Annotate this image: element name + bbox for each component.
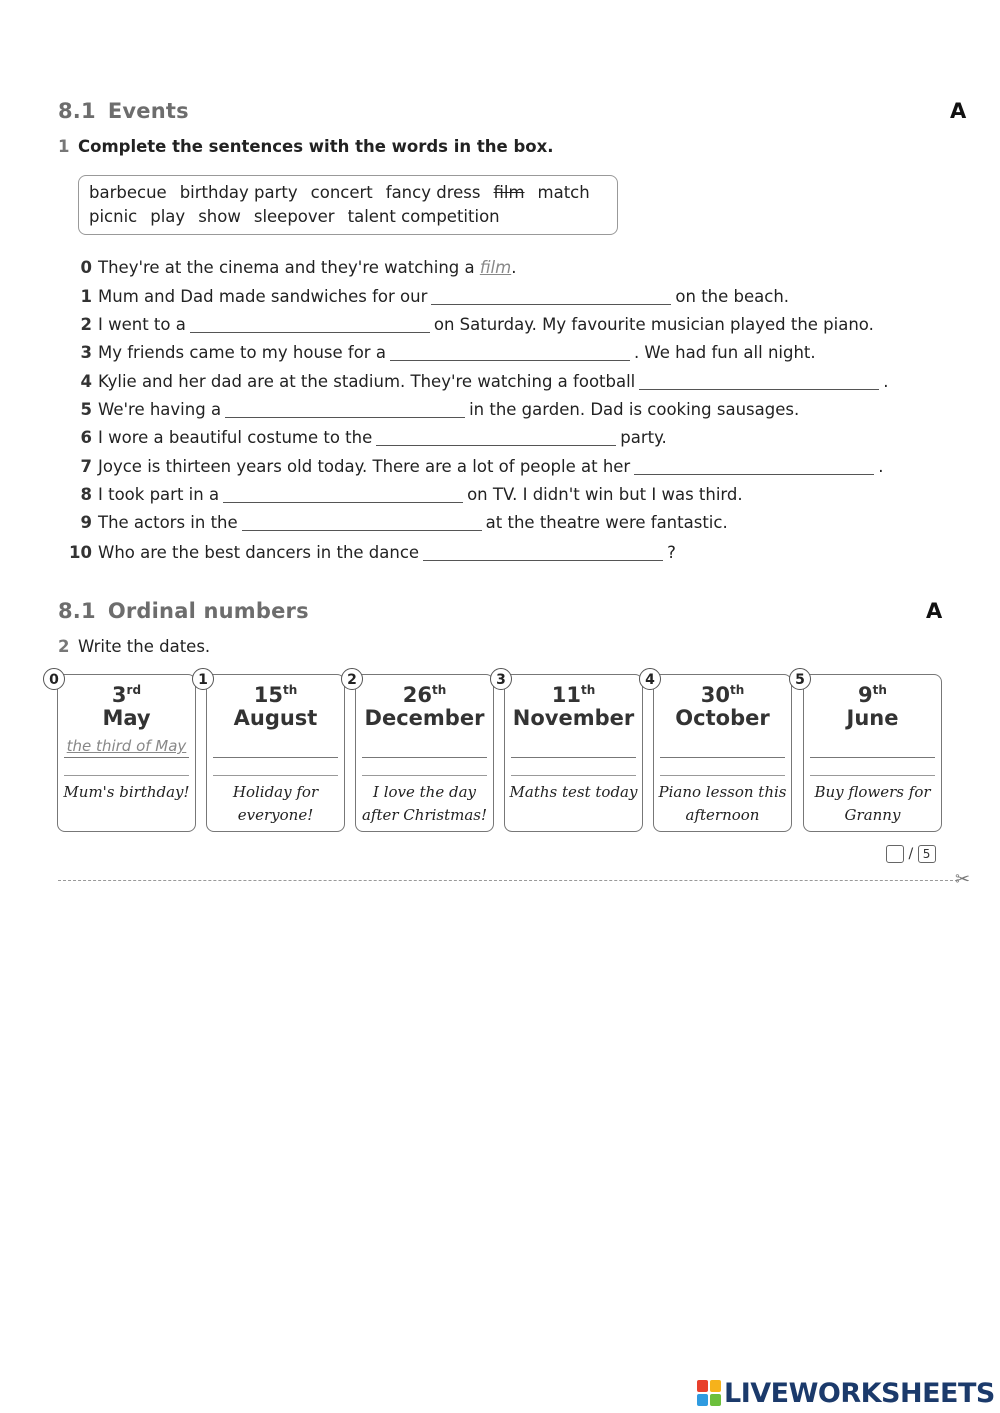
date-card (57, 674, 196, 832)
score-box: / 5 (886, 845, 936, 863)
word-box-item: show (198, 207, 241, 226)
sentence-text-before: Who are the best dancers in the dance (98, 543, 420, 562)
card-day: 9th (858, 683, 887, 707)
sentence-text-after: . (883, 372, 889, 391)
date-card (504, 674, 643, 832)
sentence-7 (62, 456, 883, 478)
card-month: December (364, 706, 485, 730)
card-number-badge: 2 (341, 668, 363, 690)
card-note: Holiday for everyone! (232, 783, 319, 824)
card-divider (660, 775, 785, 776)
answer-blank[interactable] (423, 544, 663, 561)
answer-blank[interactable] (376, 429, 616, 446)
word-box-item: barbecue (89, 183, 167, 202)
sentence-text-after: ? (667, 543, 676, 562)
card-number-badge: 3 (490, 668, 512, 690)
sentence-number: 3 (80, 343, 92, 362)
sentence-text-after: on Saturday. My favourite musician played the piano. (433, 315, 874, 334)
sentence-1 (62, 286, 789, 308)
section1-instruction: 1 Complete the sentences with the words in the box. (58, 137, 554, 156)
sentence-text-before: I took part in a (98, 485, 220, 504)
answer-blank[interactable] (431, 288, 671, 305)
card-note: Mum's birthday! (63, 783, 190, 801)
word-box-item: concert (310, 183, 373, 202)
card-number-badge: 1 (192, 668, 214, 690)
card-note: Piano lesson this afternoon (658, 783, 787, 824)
sentence-number: 9 (80, 513, 92, 532)
sentence-text-before: I wore a beautiful costume to the (98, 428, 373, 447)
word-box-item: play (150, 207, 186, 226)
score-total: 5 (918, 845, 936, 863)
card-answer-line[interactable] (213, 737, 338, 758)
card-divider (213, 775, 338, 776)
sentence-number: 8 (80, 485, 92, 504)
sentence-text-after: party. (620, 428, 667, 447)
card-day: 30th (700, 683, 745, 707)
answer-blank[interactable] (639, 373, 879, 390)
logo-text: LIVEWORKSHEETS (724, 1377, 995, 1409)
word-box-item: film (493, 183, 525, 202)
card-answer-line[interactable] (660, 737, 785, 758)
card-day: 26th (402, 683, 447, 707)
card-day: 3rd (111, 683, 142, 707)
word-box-item: talent competition (347, 207, 500, 226)
card-answer-line[interactable] (362, 737, 487, 758)
sentence-number: 2 (80, 315, 92, 334)
section2-title: 8.1 Ordinal numbers (58, 599, 309, 623)
sentence-text-before: The actors in the (98, 513, 238, 532)
example-sentence: 0 They're at the cinema and they're watching a film. (80, 258, 517, 277)
date-card (803, 674, 942, 832)
sentence-number: 6 (80, 428, 92, 447)
sentence-5 (62, 399, 799, 421)
sentence-2 (62, 314, 874, 336)
card-answer-line[interactable]: the third of May (64, 737, 189, 758)
card-note: Buy flowers for Granny (814, 783, 931, 824)
section1-level: A (950, 99, 967, 123)
sentence-3 (62, 342, 816, 364)
answer-blank[interactable] (634, 458, 874, 475)
logo-mark-icon (697, 1380, 721, 1406)
sentence-text-before: We're having a (98, 400, 222, 419)
answer-blank[interactable] (223, 486, 463, 503)
sentence-number: 10 (69, 543, 92, 562)
sentence-number: 5 (80, 400, 92, 419)
date-card (355, 674, 494, 832)
word-box-item: sleepover (253, 207, 335, 226)
sentence-9 (62, 512, 728, 534)
answer-blank[interactable] (190, 316, 430, 333)
sentence-number: 1 (80, 287, 92, 306)
card-day: 15th (253, 683, 298, 707)
sentence-text-after: . (878, 457, 884, 476)
word-box-item: fancy dress (385, 183, 481, 202)
sentence-text-after: on the beach. (675, 287, 790, 306)
sentence-text-after: at the theatre were fantastic. (485, 513, 728, 532)
liveworksheets-logo (697, 1377, 995, 1409)
card-divider (64, 775, 189, 776)
card-divider (362, 775, 487, 776)
card-note: I love the day after Christmas! (361, 783, 488, 824)
sentence-text-after: . We had fun all night. (633, 343, 816, 362)
scissors-icon: ✂ (955, 869, 971, 890)
score-input-box[interactable] (886, 845, 904, 863)
word-box-item: match (537, 183, 590, 202)
card-answer-line[interactable] (810, 737, 935, 758)
sentence-text-before: I went to a (98, 315, 186, 334)
sentence-text-before: Mum and Dad made sandwiches for our (98, 287, 428, 306)
answer-blank[interactable] (242, 514, 482, 531)
sentence-text-after: in the garden. Dad is cooking sausages. (469, 400, 800, 419)
card-month: August (233, 706, 318, 730)
sentence-text-before: Joyce is thirteen years old today. There are a lot of people at her (98, 457, 631, 476)
card-month: November (512, 706, 635, 730)
sentence-6 (62, 427, 667, 449)
date-card (206, 674, 345, 832)
sentence-text-before: My friends came to my house for a (98, 343, 386, 362)
example-answer: film (479, 258, 512, 277)
card-number-badge: 0 (43, 668, 65, 690)
sentence-10 (62, 542, 676, 564)
answer-blank[interactable] (390, 344, 630, 361)
cut-line (58, 880, 958, 881)
word-box-item: picnic (89, 207, 138, 226)
card-number-badge: 4 (639, 668, 661, 690)
card-number-badge: 5 (789, 668, 811, 690)
section1-title: 8.1 Events (58, 99, 189, 123)
card-answer-line[interactable] (511, 737, 636, 758)
card-month: June (846, 706, 899, 730)
section2-instruction: 2 Write the dates. (58, 637, 211, 656)
section2-level: A (926, 599, 943, 623)
sentence-text-after: on TV. I didn't win but I was third. (467, 485, 743, 504)
sentence-8 (62, 484, 743, 506)
sentence-text-before: Kylie and her dad are at the stadium. They're watching a football (98, 372, 636, 391)
answer-blank[interactable] (225, 401, 465, 418)
sentence-number: 4 (80, 372, 92, 391)
word-box-item: birthday party (179, 183, 298, 202)
word-box (78, 175, 618, 235)
card-divider (511, 775, 636, 776)
date-card (653, 674, 792, 832)
card-divider (810, 775, 935, 776)
card-month: May (102, 706, 151, 730)
card-note: Maths test today (509, 783, 638, 801)
sentence-number: 7 (80, 457, 92, 476)
card-day: 11th (551, 683, 596, 707)
card-month: October (675, 706, 770, 730)
sentence-4 (62, 371, 889, 393)
